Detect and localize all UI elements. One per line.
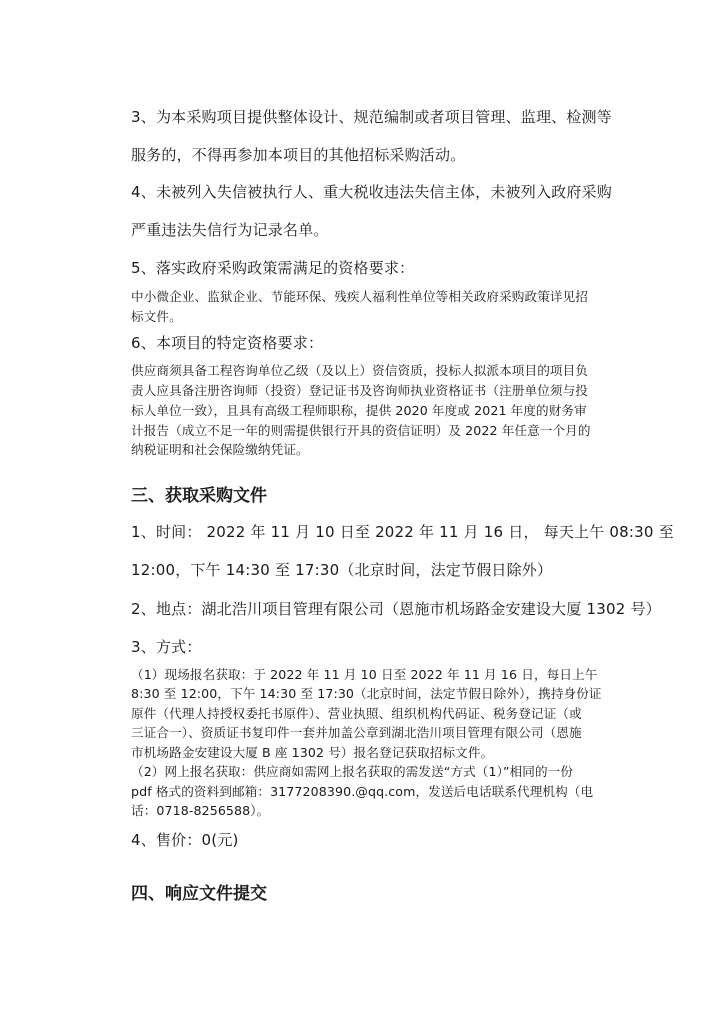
method-title: 3、方式： xyxy=(131,638,202,656)
section4-heading: 四、响应文件提交 xyxy=(131,884,267,904)
p6-body-line-1: 供应商须具备工程咨询单位乙级（及以上）资信资质，投标人拟派本项目的项目负 xyxy=(131,363,588,378)
method-line-4: 三证合一）、资质证书复印件一套并加盖公章到湖北浩川项目管理有限公司（恩施 xyxy=(131,725,582,740)
method-line-7: pdf 格式的资料到邮箱：3177208390.@qq.com，发送后电话联系代理机构（电 xyxy=(131,784,594,799)
method-line-8: 话：0718-8256588）。 xyxy=(131,803,270,818)
place-line: 2、地点：湖北浩川项目管理有限公司（恩施市机场路金安建设大厦 1302 号） xyxy=(131,600,661,618)
method-line-1: （1）现场报名获取：于 2022 年 11 月 10 日至 2022 年 11 月 16 日，每日上午 xyxy=(131,667,598,682)
p3-line-2: 服务的，不得再参加本项目的其他招标采购活动。 xyxy=(131,146,466,164)
p5-title: 5、落实政府采购政策需满足的资格要求： xyxy=(131,259,415,277)
method-line-5: 市机场路金安建设大厦 B 座 1302 号）报名登记获取招标文件。 xyxy=(131,745,494,760)
p4-line-2: 严重违法失信行为记录名单。 xyxy=(131,221,329,239)
p6-body-line-2: 责人应具备注册咨询师（投资）登记证书及咨询师执业资格证书（注册单位须与投 xyxy=(131,383,588,398)
p6-body-line-4: 计报告（成立不足一年的则需提供银行开具的资信证明）及 2022 年任意一个月的 xyxy=(131,423,591,438)
p6-body-line-5: 纳税证明和社会保险缴纳凭证。 xyxy=(131,442,309,457)
p4-line-1: 4、未被列入失信被执行人、重大税收违法失信主体，未被列入政府采购 xyxy=(131,183,612,201)
p6-title: 6、本项目的特定资格要求： xyxy=(131,334,324,352)
time-line-2: 12:00，下午 14:30 至 17:30（北京时间，法定节假日除外） xyxy=(131,561,553,579)
method-line-6: （2）网上报名获取：供应商如需网上报名获取的需发送“方式（1）”相同的一份 xyxy=(131,764,574,779)
p3-line-1: 3、为本采购项目提供整体设计、规范编制或者项目管理、监理、检测等 xyxy=(131,108,612,126)
p6-body-line-3: 标人单位一致），且具有高级工程师职称，提供 2020 年度或 2021 年度的财务审 xyxy=(131,403,587,418)
method-line-3: 原件（代理人持授权委托书原件）、营业执照、组织机构代码证、税务登记证（或 xyxy=(131,706,582,721)
p5-body-line-1: 中小微企业、监狱企业、节能环保、残疾人福利性单位等相关政府采购政策详见招 xyxy=(131,289,588,304)
method-line-2: 8:30 至 12:00，下午 14:30 至 17:30（北京时间，法定节假日除外），携持身份证 xyxy=(131,686,602,701)
section3-heading: 三、获取采购文件 xyxy=(131,486,267,506)
time-line-1: 1、时间： 2022 年 11 月 10 日至 2022 年 11 月 16 日， 每天上午 08:30 至 xyxy=(131,523,674,541)
p5-body-line-2: 标文件。 xyxy=(131,309,182,324)
price-line: 4、售价：0(元) xyxy=(131,831,239,849)
